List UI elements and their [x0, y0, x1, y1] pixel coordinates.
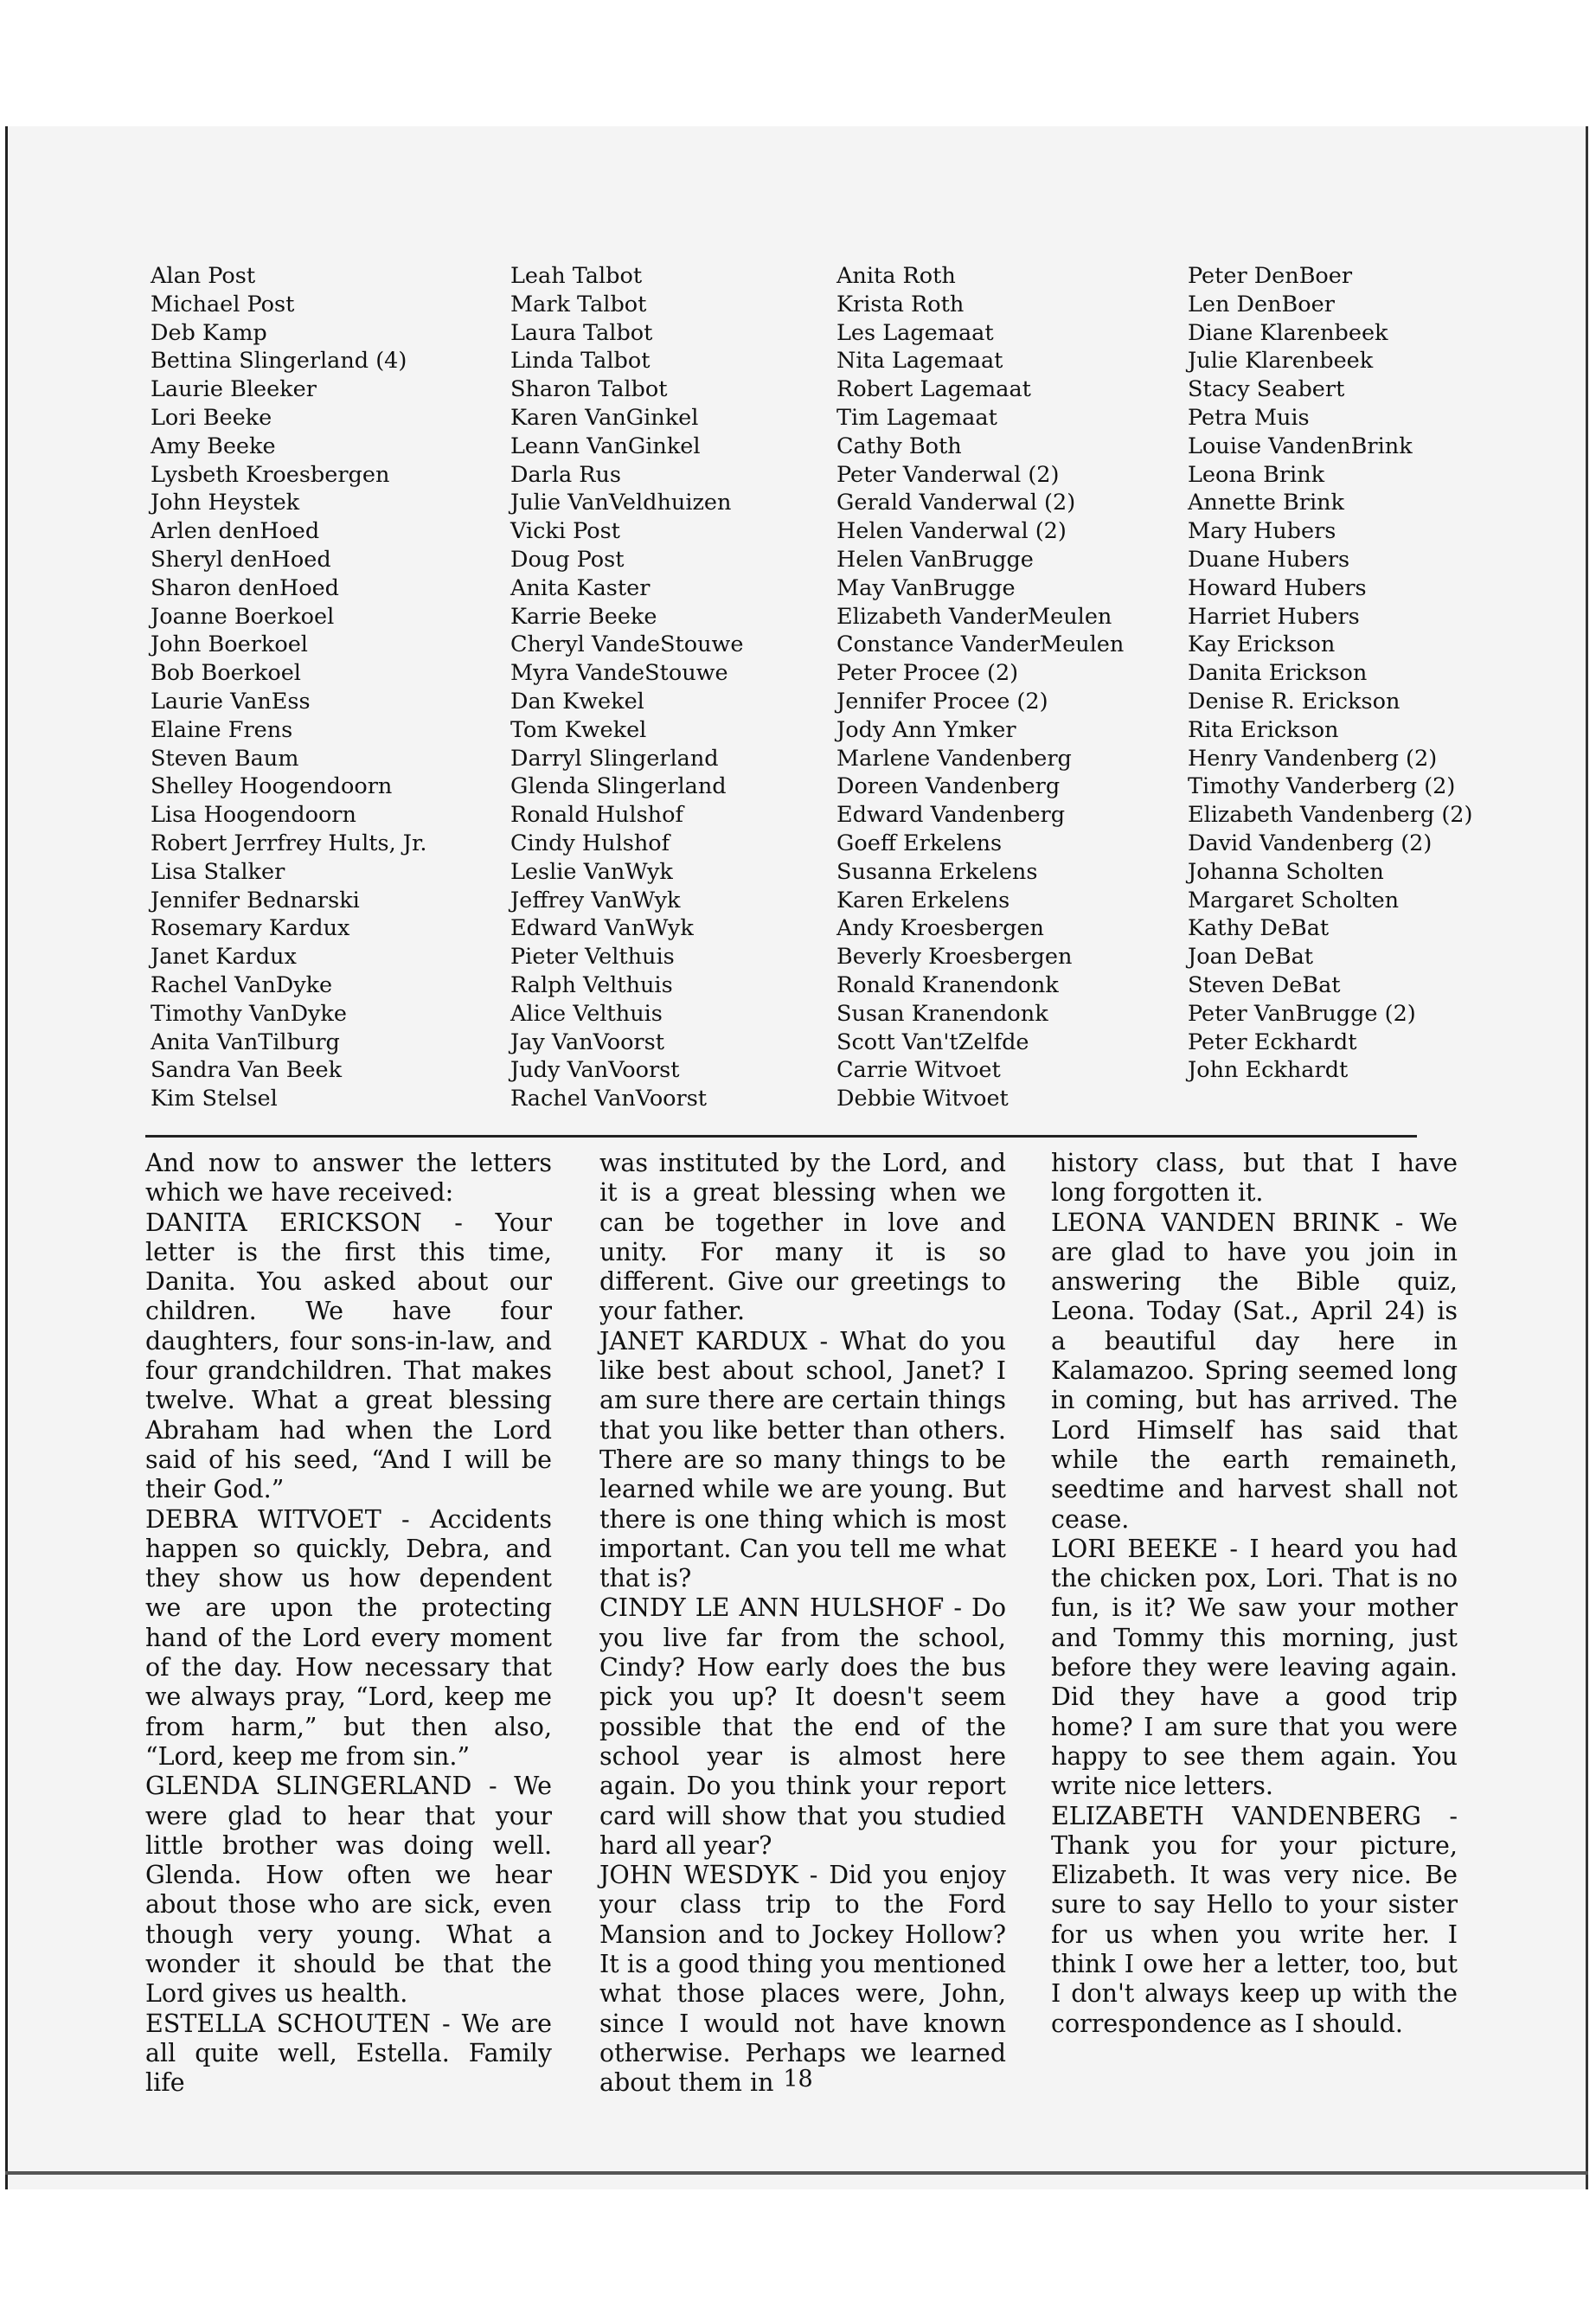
name-list-item: Johanna Scholten: [1188, 858, 1384, 885]
letter-paragraph: [599, 1861, 1006, 2098]
name-list-item: Carrie Witvoet: [836, 1057, 1001, 1084]
letter-paragraph: [145, 1149, 552, 1208]
name-list-item: Cheryl VandeStouwe: [510, 631, 744, 658]
letter-paragraph: [1051, 1208, 1458, 1535]
name-list-item: Lori Beeke: [151, 404, 272, 431]
name-list-item: Sandra Van Beek: [151, 1057, 343, 1084]
name-list-item: Elizabeth Vandenberg (2): [1188, 802, 1473, 829]
letter-paragraph: [145, 1505, 552, 1772]
name-list-item: Mary Hubers: [1188, 518, 1336, 545]
letter-recipient: CINDY LE ANN HULSHOF: [599, 1593, 945, 1623]
name-list-item: Goeff Erkelens: [836, 830, 1003, 856]
name-list-item: Constance VanderMeulen: [836, 631, 1125, 658]
letter-recipient: LORI BEEKE: [1051, 1534, 1219, 1563]
name-list-item: Annette Brink: [1188, 490, 1345, 516]
name-list-item: Linda Talbot: [510, 348, 651, 375]
name-list-item: Joan DeBat: [1188, 944, 1314, 971]
name-list-item: Harriet Hubers: [1188, 603, 1360, 630]
letter-recipient: ELIZABETH VANDENBERG: [1051, 1801, 1422, 1830]
name-list-item: Karrie Beeke: [510, 603, 657, 630]
letter-paragraph: [599, 1327, 1006, 1594]
name-list-item: Alan Post: [151, 263, 256, 289]
name-list-item: Elizabeth VanderMeulen: [836, 603, 1112, 630]
name-list-item: Sharon Talbot: [510, 376, 668, 403]
name-list-item: Peter VanBrugge (2): [1188, 1000, 1416, 1027]
name-list-item: Len DenBoer: [1188, 291, 1335, 317]
name-list-item: Myra VandeStouwe: [510, 660, 728, 687]
name-list-item: Ronald Kranendonk: [836, 971, 1059, 998]
name-list-item: Rachel VanDyke: [151, 971, 333, 998]
name-list-item: Louise VandenBrink: [1188, 433, 1413, 459]
page-number: 18: [783, 2066, 813, 2093]
name-list-item: Henry Vandenberg (2): [1188, 745, 1438, 772]
name-list-item: Doreen Vandenberg: [836, 773, 1061, 800]
name-list-item: Julie VanVeldhuizen: [510, 490, 732, 516]
name-list-item: Edward VanWyk: [510, 915, 694, 942]
name-list-item: Karen VanGinkel: [510, 404, 699, 431]
name-list-item: Howard Hubers: [1188, 574, 1367, 601]
letters-column-3: [1051, 1149, 1458, 2039]
name-list-item: Andy Kroesbergen: [836, 915, 1044, 942]
letter-paragraph: [1051, 1149, 1458, 1208]
name-list-item: Nita Lagemaat: [836, 348, 1003, 375]
name-list-item: Kathy DeBat: [1188, 915, 1330, 942]
name-list-item: Helen VanBrugge: [836, 546, 1034, 573]
name-list-item: Laurie VanEss: [151, 688, 311, 715]
name-list-item: Denise R. Erickson: [1188, 688, 1401, 715]
letter-text: - What do you like best about school, Janet? I am sure there are certain things that you like better than others. There are so many things to be learned while we are young. But there is one thing which is most important. Can you tell me what that is?: [599, 1326, 1006, 1593]
name-list-item: Debbie Witvoet: [836, 1086, 1009, 1112]
name-list-item: Judy VanVoorst: [510, 1057, 680, 1084]
name-list-item: Krista Roth: [836, 291, 965, 317]
name-list-item: Peter Eckhardt: [1188, 1029, 1357, 1055]
name-list-item: Peter DenBoer: [1188, 263, 1353, 289]
name-list-item: Susan Kranendonk: [836, 1000, 1048, 1027]
name-list-item: Margaret Scholten: [1188, 887, 1400, 913]
name-list-item: Steven Baum: [151, 745, 299, 772]
name-list-item: Sheryl denHoed: [151, 546, 331, 573]
name-list-item: Lisa Hoogendoorn: [151, 802, 356, 829]
name-list-item: Leah Talbot: [510, 263, 643, 289]
name-list-item: Dan Kwekel: [510, 688, 644, 715]
letter-paragraph: [145, 1208, 552, 1505]
name-list-item: David Vandenberg (2): [1188, 830, 1433, 856]
name-list-item: Jennifer Procee (2): [836, 688, 1048, 715]
names-column-2: [510, 262, 743, 1113]
name-list-item: Kay Erickson: [1188, 631, 1336, 658]
letter-recipient: DANITA ERICKSON: [145, 1208, 422, 1237]
name-list-item: Peter Vanderwal (2): [836, 461, 1060, 488]
name-list-item: Deb Kamp: [151, 319, 267, 346]
name-list-item: Diane Klarenbeek: [1188, 319, 1388, 346]
name-list-item: Timothy VanDyke: [151, 1000, 347, 1027]
name-list-item: Darryl Slingerland: [510, 745, 719, 772]
name-list-item: Stacy Seabert: [1188, 376, 1345, 403]
name-list-item: Julie Klarenbeek: [1188, 348, 1374, 375]
name-list-item: Jennifer Bednarski: [151, 887, 360, 913]
name-list-item: Arlen denHoed: [151, 518, 320, 545]
names-column-1: [151, 262, 427, 1113]
name-list-item: Susanna Erkelens: [836, 858, 1038, 885]
name-list-item: Edward Vandenberg: [836, 802, 1066, 829]
name-list-item: Gerald Vanderwal (2): [836, 490, 1076, 516]
name-list-item: Ralph Velthuis: [510, 971, 673, 998]
name-list-item: Laura Talbot: [510, 319, 653, 346]
name-list-item: Karen Erkelens: [836, 887, 1010, 913]
letter-text: was instituted by the Lord, and it is a great blessing when we can be together in love and unity. For many it is so different. Give our greetings to your father.: [599, 1149, 1006, 1326]
name-list-item: May VanBrugge: [836, 574, 1016, 601]
name-list-item: Lysbeth Kroesbergen: [151, 461, 390, 488]
letter-recipient: ESTELLA SCHOUTEN: [145, 2009, 431, 2038]
letter-text: - Do you live far from the school, Cindy? How early does the bus pick you up? It doesn't seem possible that the end of the school year is almost here again. Do you think your report card will show that you studied hard all year?: [599, 1593, 1006, 1860]
letter-text: history class, but that I have long forgotten it.: [1051, 1149, 1458, 1208]
name-list-item: Joanne Boerkoel: [151, 603, 335, 630]
name-list-item: Robert Lagemaat: [836, 376, 1031, 403]
names-column-4: [1188, 262, 1472, 1085]
name-list-item: Scott Van'tZelfde: [836, 1029, 1029, 1055]
name-list-item: Glenda Slingerland: [510, 773, 727, 800]
letter-text: - We are glad to have you join in answering the Bible quiz, Leona. Today (Sat., April 24) is a beautiful day here in Kalamazoo. Spring seemed long in coming, but has arrived. The Lord Himself has said that while the earth remaineth, seedtime and harvest shall not cease.: [1051, 1208, 1458, 1534]
name-list-item: Petra Muis: [1188, 404, 1310, 431]
letter-text: - We were glad to hear that your little brother was doing well. Glenda. How often we hear about those who are sick, even though very young. What a wonder it should be that the Lord gives us health.: [145, 1772, 552, 2009]
letter-recipient: LEONA VANDEN BRINK: [1051, 1208, 1379, 1237]
letter-paragraph: [1051, 1535, 1458, 1802]
name-list-item: Sharon denHoed: [151, 574, 340, 601]
name-list-item: Beverly Kroesbergen: [836, 944, 1073, 971]
name-list-item: Danita Erickson: [1188, 660, 1368, 687]
letter-text: And now to answer the letters which we have received:: [145, 1149, 552, 1208]
names-column-3: [836, 262, 1124, 1113]
name-list-item: John Boerkoel: [151, 631, 308, 658]
name-list-item: Les Lagemaat: [836, 319, 994, 346]
name-list-item: Robert Jerrfrey Hults, Jr.: [151, 830, 427, 856]
letters-column-2: [599, 1149, 1006, 2099]
name-list-item: Ronald Hulshof: [510, 802, 683, 829]
letter-recipient: GLENDA SLINGERLAND: [145, 1772, 472, 1801]
name-list-item: Anita Kaster: [510, 574, 651, 601]
name-list-item: Cathy Both: [836, 433, 962, 459]
name-list-item: Jeffrey VanWyk: [510, 887, 681, 913]
letter-paragraph: [599, 1149, 1006, 1327]
name-list-item: Rachel VanVoorst: [510, 1086, 708, 1112]
name-list-item: Duane Hubers: [1188, 546, 1350, 573]
name-list-item: Bob Boerkoel: [151, 660, 301, 687]
letter-recipient: JOHN WESDYK: [599, 1861, 798, 1890]
name-list-item: Anita Roth: [836, 263, 956, 289]
letter-text: - Did you enjoy your class trip to the Ford Mansion and to Jockey Hollow? It is a good thing you mentioned what those places were, John, since I would not have known otherwise. Perhaps we learned about them in: [599, 1861, 1007, 2098]
name-list-item: Leann VanGinkel: [510, 433, 701, 459]
letter-text: - Your letter is the first this time, Danita. You asked about our children. We have four daughters, four sons-in-law, and four grandchildren. That makes twelve. What a great blessing Abraham had when the Lord said of his seed, “And I will be their God.”: [145, 1208, 552, 1504]
name-list-item: Michael Post: [151, 291, 295, 317]
divider-rule: [145, 1135, 1417, 1138]
letter-text: - We are all quite well, Estella. Family life: [145, 2009, 552, 2098]
name-list-item: Leslie VanWyk: [510, 858, 673, 885]
name-list-item: Steven DeBat: [1188, 971, 1341, 998]
name-list-item: Doug Post: [510, 546, 625, 573]
name-list-item: Elaine Frens: [151, 716, 293, 743]
letter-text: - I heard you had the chicken pox, Lori. That is no fun, is it? We saw your mother and Tommy this morning, just before they were leaving again. Did they have a good trip home? I am sure that you were happy to see them again. You write nice letters.: [1051, 1534, 1458, 1801]
name-list-item: Rosemary Kardux: [151, 915, 350, 942]
name-list-item: Mark Talbot: [510, 291, 647, 317]
name-list-item: Leona Brink: [1188, 461, 1325, 488]
name-list-item: Vicki Post: [510, 518, 620, 545]
name-list-item: Laurie Bleeker: [151, 376, 317, 403]
scan-edge: [5, 2171, 1588, 2175]
name-list-item: Anita VanTilburg: [151, 1029, 340, 1055]
letter-text: - Thank you for your picture, Elizabeth. It was very nice. Be sure to say Hello to your sister for us when you write her. I think I owe her a letter, too, but I don't always keep up with the correspondence as I should.: [1051, 1801, 1458, 2038]
letter-recipient: JANET KARDUX: [599, 1326, 808, 1356]
letters-column-1: [145, 1149, 552, 2099]
name-list-item: Timothy Vanderberg (2): [1188, 773, 1456, 800]
letter-paragraph: [145, 1772, 552, 2009]
name-list-item: Pieter Velthuis: [510, 944, 675, 971]
name-list-item: Marlene Vandenberg: [836, 745, 1072, 772]
letter-text: - Accidents happen so quickly, Debra, and they show us how dependent we are upon the protecting hand of the Lord every moment of the day. How necessary that we always pray, “Lord, keep me from harm,” but then also, “Lord, keep me from sin.”: [145, 1504, 552, 1771]
letter-paragraph: [599, 1593, 1006, 1861]
name-list-item: Amy Beeke: [151, 433, 276, 459]
name-list-item: Lisa Stalker: [151, 858, 285, 885]
name-list-item: Rita Erickson: [1188, 716, 1339, 743]
name-list-item: Helen Vanderwal (2): [836, 518, 1067, 545]
name-list-item: Cindy Hulshof: [510, 830, 670, 856]
name-list-item: John Heystek: [151, 490, 300, 516]
letter-paragraph: [1051, 1802, 1458, 2039]
name-list-item: Janet Kardux: [151, 944, 297, 971]
name-list-item: Jay VanVoorst: [510, 1029, 664, 1055]
name-list-item: Shelley Hoogendoorn: [151, 773, 393, 800]
letter-recipient: DEBRA WITVOET: [145, 1504, 381, 1534]
name-list-item: Kim Stelsel: [151, 1086, 278, 1112]
name-list-item: John Eckhardt: [1188, 1057, 1349, 1084]
name-list-item: Bettina Slingerland (4): [151, 348, 407, 375]
name-list-item: Tim Lagemaat: [836, 404, 997, 431]
name-list-item: Jody Ann Ymker: [836, 716, 1016, 743]
name-list-item: Darla Rus: [510, 461, 622, 488]
name-list-item: Tom Kwekel: [510, 716, 647, 743]
name-list-item: Alice Velthuis: [510, 1000, 663, 1027]
name-list-item: Peter Procee (2): [836, 660, 1019, 687]
